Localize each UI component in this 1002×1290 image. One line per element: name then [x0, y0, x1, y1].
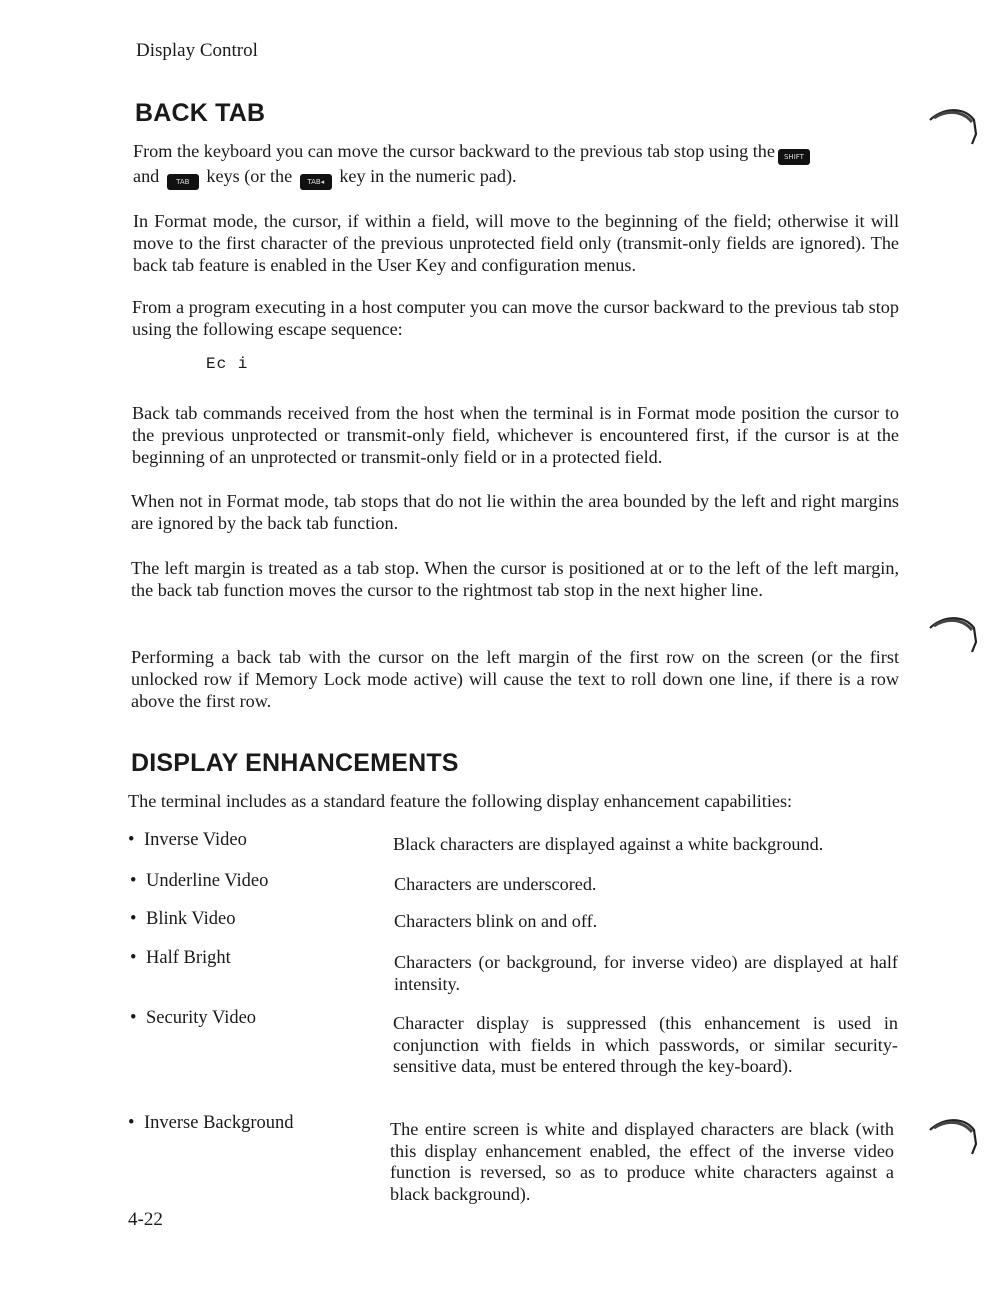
list-item-name: • Half Bright — [130, 948, 231, 968]
bullet-icon: • — [128, 1113, 135, 1133]
list-item-description: Character display is suppressed (this enhancement is used in conjunction with fields in which passwords, or similar security-sensitive data, must be entered through the key-board). — [393, 1013, 898, 1076]
tab-key-icon: TAB — [167, 174, 199, 190]
list-item-name: • Security Video — [130, 1008, 257, 1028]
binder-hole-icon — [928, 1114, 978, 1158]
page-number: 4-22 — [128, 1209, 163, 1230]
bullet-icon: • — [128, 830, 135, 850]
back-tab-paragraph-host-commands: Back tab commands received from the host when the terminal is in Format mode position the cursor to the previous unprotected or transmit-only field, whichever is encountered first, if the cursor is at the beginning of an unprotected or transmit-only field or in a protected field. — [132, 403, 899, 467]
list-item-description: Black characters are displayed against a white background. — [393, 834, 824, 854]
back-tab-paragraph-host: From a program executing in a host computer you can move the cursor backward to the previous tab stop using the following escape sequence: — [132, 297, 899, 339]
list-item-description: The entire screen is white and displayed characters are black (with this display enhancement enabled, the effect of the inverse video function is reversed, so as to produce white characters against a black background). — [390, 1119, 894, 1204]
keyboard-text-4: key in the numeric pad). — [339, 166, 517, 186]
running-header: Display Control — [136, 40, 258, 61]
shift-key-icon: SHIFT — [778, 149, 810, 165]
list-item-name: • Blink Video — [130, 909, 236, 929]
escape-sequence: Ec i — [206, 355, 249, 373]
keyboard-text-2: and — [133, 166, 160, 186]
bullet-icon: • — [130, 948, 137, 968]
list-item-description: Characters are underscored. — [394, 874, 597, 894]
list-item-name: • Inverse Background — [128, 1113, 294, 1133]
back-tab-heading: BACK TAB — [135, 99, 266, 127]
back-tab-paragraph-roll-down: Performing a back tab with the cursor on the left margin of the first row on the screen (or the first unlocked row if Memory Lock mode active) will cause the text to roll down one line, if there is a row above the first row. — [131, 647, 899, 711]
back-tab-paragraph-margins: When not in Format mode, tab stops that do not lie within the area bounded by the left and right margins are ignored by the back tab function. — [131, 491, 899, 533]
back-tab-key-icon: TAB◂ — [300, 174, 332, 190]
keyboard-text-1: From the keyboard you can move the cursor backward to the previous tab stop using the — [133, 141, 775, 161]
back-tab-paragraph-keyboard — [133, 140, 903, 190]
bullet-icon: • — [130, 871, 137, 891]
list-item-description: Characters (or background, for inverse video) are displayed at half intensity. — [394, 952, 898, 994]
display-enhancements-heading: DISPLAY ENHANCEMENTS — [131, 749, 459, 777]
bullet-icon: • — [130, 1008, 137, 1028]
back-tab-paragraph-left-margin: The left margin is treated as a tab stop. When the cursor is positioned at or to the left of the left margin, the back tab function moves the cursor to the rightmost tab stop in the next higher line. — [131, 558, 899, 600]
back-tab-paragraph-format-mode: In Format mode, the cursor, if within a field, will move to the beginning of the field; otherwise it will move to the first character of the previous unprotected field only (transmit-only fields are ignored). The back tab feature is enabled in the User Key and configuration menus. — [133, 211, 899, 275]
binder-hole-icon — [928, 104, 978, 148]
binder-hole-icon — [928, 612, 978, 656]
list-item-description: Characters blink on and off. — [394, 911, 598, 931]
bullet-icon: • — [130, 909, 137, 929]
list-item-name: • Inverse Video — [128, 830, 247, 850]
keyboard-text-3: keys (or the — [206, 166, 293, 186]
display-enhancements-intro: The terminal includes as a standard feature the following display enhancement capabilities: — [128, 791, 793, 811]
list-item-name: • Underline Video — [130, 871, 269, 891]
